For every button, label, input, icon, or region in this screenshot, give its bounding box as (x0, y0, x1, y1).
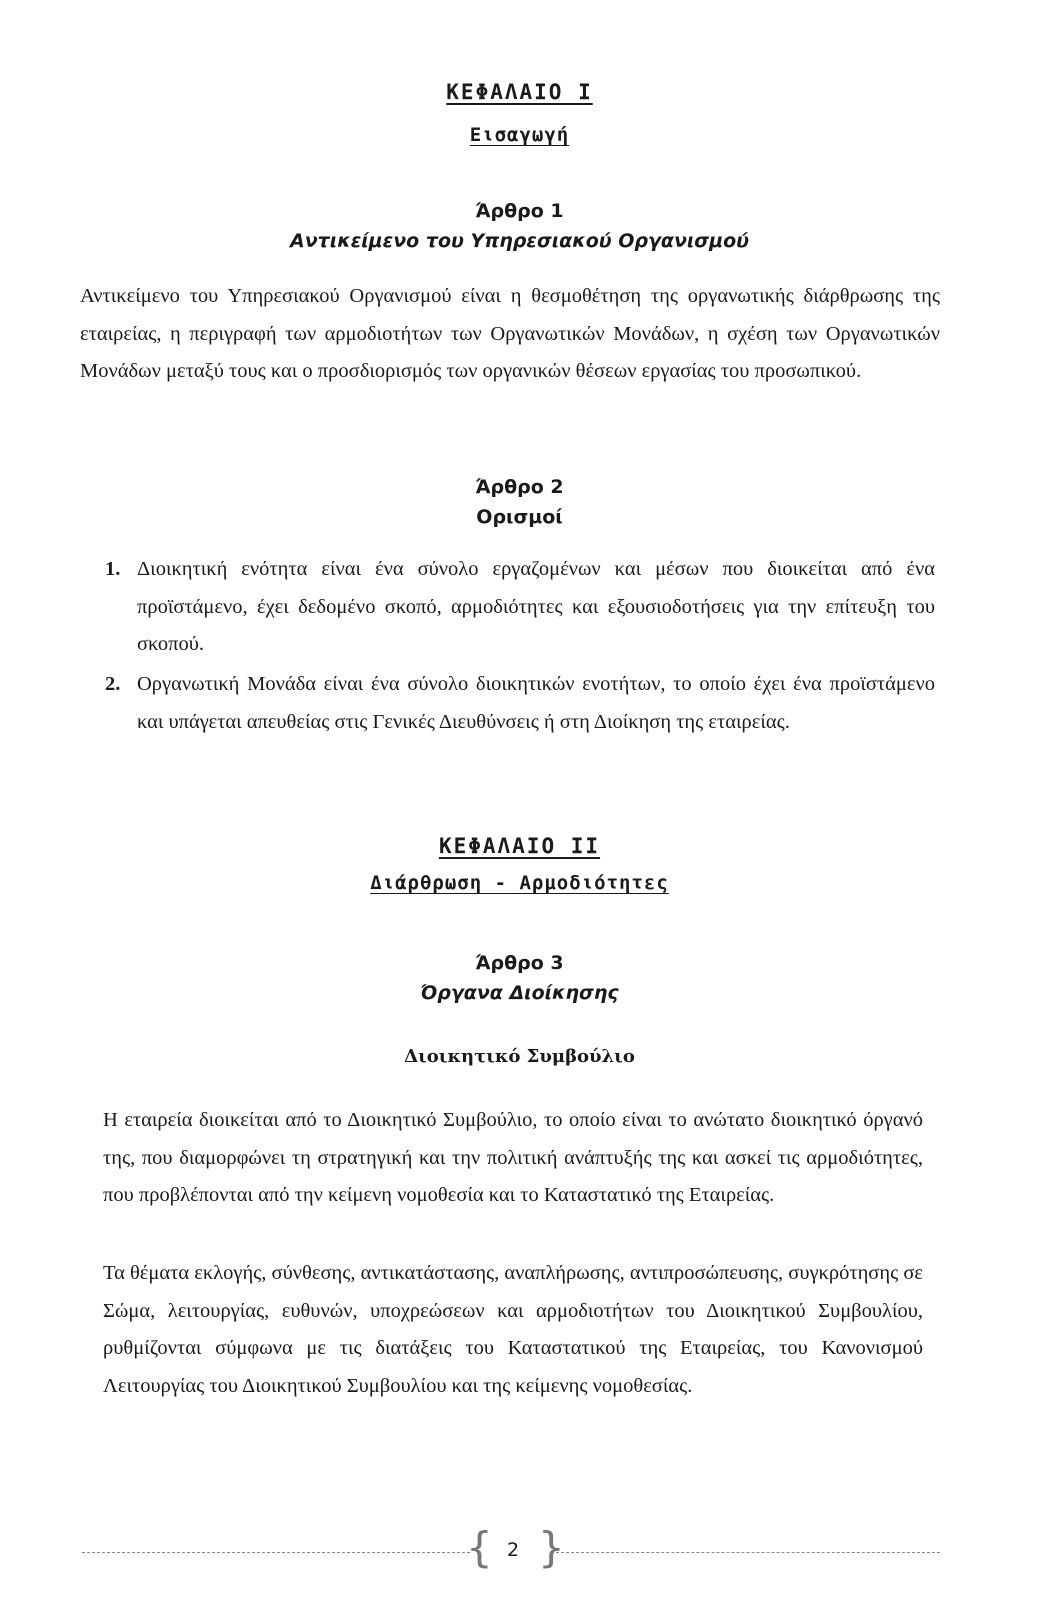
article-2-title: Ορισμοί (476, 506, 563, 528)
definition-item-text: Διοικητική ενότητα είναι ένα σύνολο εργαζομένων και μέσων που διοικείται από ένα προϊστάμενο, έχει δεδομένο σκοπό, αρμοδιότητες και εξουσιοδοτήσεις για την επίτευξη του σκοπού. (137, 558, 935, 655)
chapter-2-subtitle: Διάρθρωση - Αρμοδιότητες (370, 872, 669, 894)
right-brace-icon: } (538, 1523, 565, 1572)
definition-item-text: Οργανωτική Μονάδα είναι ένα σύνολο διοικητικών ενοτήτων, το οποίο έχει ένα προϊστάμενο και υπάγεται απευθείας στις Γενικές Διευθύνσεις ή στη Διοίκηση της εταιρείας. (137, 673, 935, 733)
definition-item-number: 1. (105, 558, 121, 580)
chapter-1-title: ΚΕΦΑΛΑΙΟ Ι (446, 80, 593, 104)
page-number: 2 (506, 1539, 520, 1561)
article-3-title: Όργανα Διοίκησης (420, 982, 619, 1004)
chapter-2-title: ΚΕΦΑΛΑΙΟ ΙΙ (438, 834, 601, 858)
definition-item-1 (105, 551, 935, 664)
article-2-number: Άρθρο 2 (475, 476, 564, 498)
footer-rule-right (556, 1552, 940, 1553)
article-3-paragraph-1: Η εταιρεία διοικείται από το Διοικητικό Συμβούλιο, το οποίο είναι το ανώτατο διοικητικό όργανό της, που διαμορφώνει τη στρατηγική και την πολιτική ανάπτυξής της και ασκεί τις αρμοδιότητες, που προβλέπονται από την κείμενη νομοθεσία και το Καταστατικό της Εταιρείας. (103, 1109, 923, 1206)
left-brace-icon: { (466, 1523, 493, 1572)
article-3-paragraph-2: Τα θέματα εκλογής, σύνθεσης, αντικατάστασης, αναπλήρωσης, αντιπροσώπευσης, συγκρότησης σε Σώμα, λειτουργίας, ευθυνών, υποχρεώσεων και αρμοδιοτήτων του Διοικητικού Συμβουλίου, ρυθμίζονται σύμφωνα με τις διατάξεις του Καταστατικού της Εταιρείας, του Κανονισμού Λειτουργίας του Διοικητικού Συμβουλίου και της κείμενης νομοθεσίας. (103, 1262, 923, 1397)
footer-rule-left (82, 1552, 470, 1553)
article-3-number: Άρθρο 3 (475, 952, 564, 974)
section-heading: Διοικητικό Συμβούλιο (404, 1046, 635, 1067)
article-1-body: Αντικείμενο του Υπηρεσιακού Οργανισμού είναι η θεσμοθέτηση της οργανωτικής διάρθρωσης της εταιρείας, η περιγραφή των αρμοδιοτήτων των Οργανωτικών Μονάδων, η σχέση των Οργανωτικών Μονάδων μεταξύ τους και ο προσδιορισμός των οργανικών θέσεων εργασίας του προσωπικού. (80, 285, 940, 382)
definition-item-2 (105, 666, 935, 741)
definition-item-number: 2. (105, 673, 121, 695)
article-1-title: Αντικείμενο του Υπηρεσιακού Οργανισμού (290, 230, 749, 252)
chapter-1-subtitle: Εισαγωγή (469, 124, 570, 146)
article-1-number: Άρθρο 1 (475, 200, 564, 222)
